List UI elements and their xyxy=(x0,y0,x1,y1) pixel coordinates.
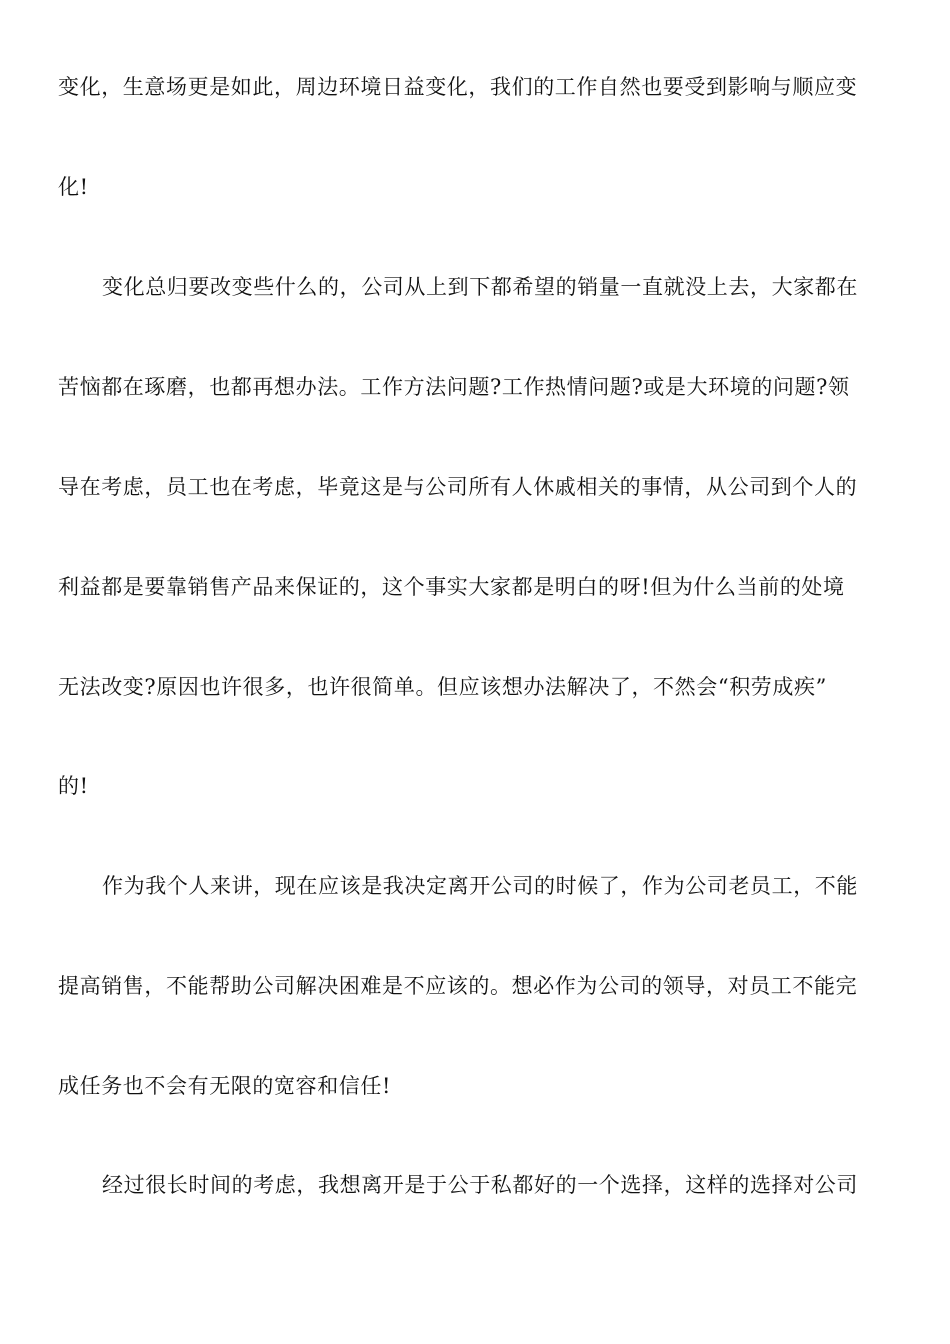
text-line: 导在考虑，员工也在考虑，毕竟这是与公司所有人休戚相关的事情，从公司到个人的 xyxy=(58,475,858,499)
text-line: 利益都是要靠销售产品来保证的，这个事实大家都是明白的呀!但为什么当前的处境 xyxy=(58,575,845,599)
text-line: 的! xyxy=(58,774,89,798)
text-line: 苦恼都在琢磨，也都再想办法。工作方法问题?工作热情问题?或是大环境的问题?领 xyxy=(58,375,850,399)
text-line: 无法改变?原因也许很多，也许很简单。但应该想办法解决了，不然会“积劳成疾” xyxy=(58,675,827,699)
text-line: 化! xyxy=(58,175,89,199)
paragraph-start-line: 经过很长时间的考虑，我想离开是于公于私都好的一个选择，这样的选择对公司 xyxy=(102,1173,858,1197)
paragraph-start-line: 变化总归要改变些什么的，公司从上到下都希望的销量一直就没上去，大家都在 xyxy=(102,275,858,299)
paragraph-start-line: 作为我个人来讲，现在应该是我决定离开公司的时候了，作为公司老员工，不能 xyxy=(102,874,858,898)
text-line: 成任务也不会有无限的宽容和信任! xyxy=(58,1074,392,1098)
text-line: 提高销售，不能帮助公司解决困难是不应该的。想必作为公司的领导，对员工不能完 xyxy=(58,974,858,998)
text-line: 变化，生意场更是如此，周边环境日益变化，我们的工作自然也要受到影响与顺应变 xyxy=(58,75,858,99)
